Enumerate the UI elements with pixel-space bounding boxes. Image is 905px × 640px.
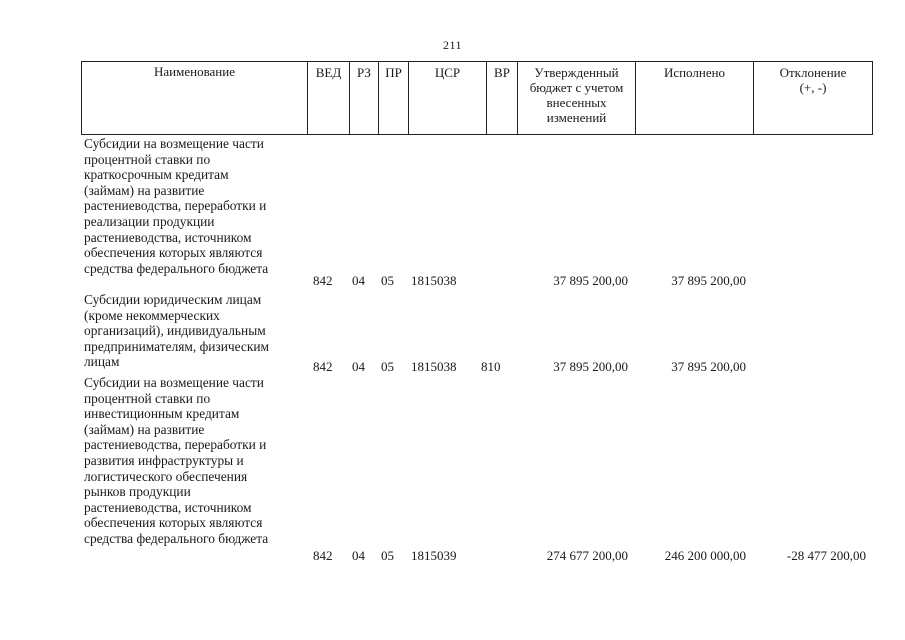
row-2-rz: 04	[352, 359, 365, 374]
row-3-csr: 1815039	[411, 548, 457, 563]
row-2-pr: 05	[381, 359, 394, 374]
row-1-rz: 04	[352, 273, 365, 288]
row-3-ved: 842	[313, 548, 333, 563]
header-pr: ПР	[378, 62, 408, 134]
row-1-executed: 37 895 200,00	[671, 273, 746, 288]
row-2-csr: 1815038	[411, 359, 457, 374]
header-deviation: Отклонение (+, -)	[753, 62, 872, 134]
row-2-name: Субсидии юридическим лицам (кроме некоммерческих организаций), индивидуальным предпринимателям, физическим лицам	[84, 292, 269, 370]
row-2-approved: 37 895 200,00	[553, 359, 628, 374]
row-3-deviation: -28 477 200,00	[786, 548, 866, 563]
row-2-ved: 842	[313, 359, 333, 374]
row-3-approved: 274 677 200,00	[546, 548, 628, 563]
header-vr: ВР	[486, 62, 517, 134]
row-3-executed: 246 200 000,00	[664, 548, 746, 563]
header-rz: РЗ	[349, 62, 378, 134]
table-header	[81, 61, 873, 135]
row-2-vr: 810	[481, 359, 501, 374]
page-number: 211	[442, 38, 463, 52]
row-1-csr: 1815038	[411, 273, 457, 288]
row-1-pr: 05	[381, 273, 394, 288]
row-1-approved: 37 895 200,00	[553, 273, 628, 288]
row-3-pr: 05	[381, 548, 394, 563]
row-1-name: Субсидии на возмещение части процентной ставки по краткосрочным кредитам (займам) на развитие растениеводства, переработки и реализации продукции растениеводства, источником обеспечения которых являются средства федерального бюджета	[84, 136, 269, 276]
header-approved: Утвержденный бюджет с учетом внесенных изменений	[517, 62, 635, 134]
row-1-ved: 842	[313, 273, 333, 288]
row-3-rz: 04	[352, 548, 365, 563]
header-ved: ВЕД	[307, 62, 349, 134]
row-2-executed: 37 895 200,00	[671, 359, 746, 374]
header-executed: Исполнено	[635, 62, 753, 134]
header-csr: ЦСР	[408, 62, 486, 134]
row-3-name: Субсидии на возмещение части процентной ставки по инвестиционным кредитам (займам) на развитие растениеводства, переработки и развития инфраструктуры и логистического обеспечения рынков продукции растениеводства, источником обеспечения которых являются средства федерального бюджета	[84, 375, 269, 546]
header-name: Наименование	[154, 64, 235, 79]
